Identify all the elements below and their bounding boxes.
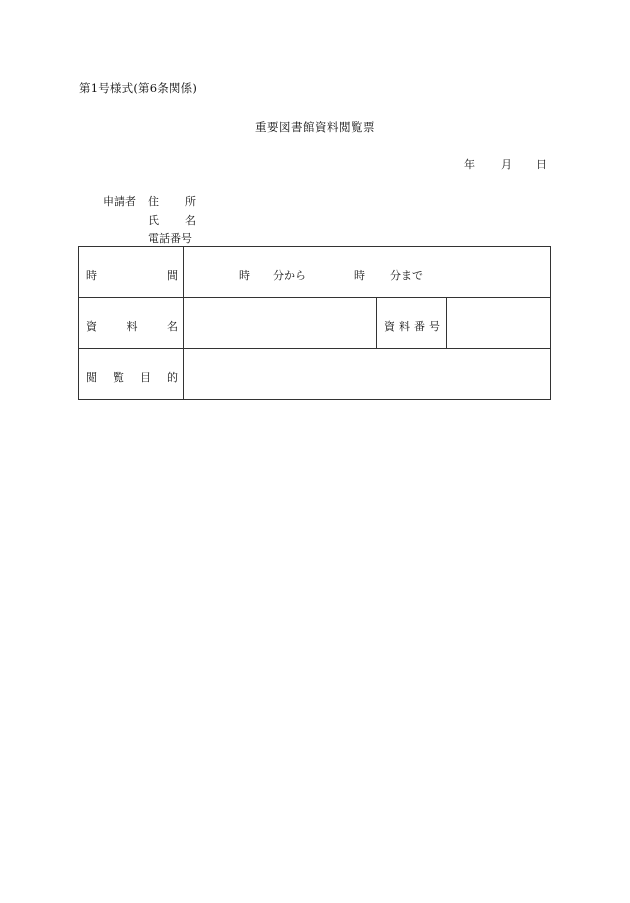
time-from-minute-label: 分から: [273, 269, 306, 282]
document-title: 重要図書館資料閲覧票: [255, 120, 375, 134]
phone-label: 電話番号: [148, 232, 192, 245]
purpose-label-char: 閲: [86, 371, 97, 384]
time-label-char: 時: [86, 269, 97, 282]
material-name-label: [86, 318, 178, 334]
purpose-label-char: 目: [140, 371, 151, 384]
time-to-hour-label: 時: [354, 269, 365, 282]
purpose-label: [86, 369, 178, 385]
material-number-label-char: 号: [429, 320, 440, 333]
application-table: [78, 246, 551, 400]
row-divider: [79, 297, 550, 298]
address-label-char: 住: [148, 195, 159, 208]
row-divider: [79, 348, 550, 349]
material-name-label-char: 資: [86, 320, 97, 333]
date-month-label: 月: [501, 158, 512, 171]
column-divider: [446, 297, 447, 348]
date-year-label: 年: [464, 158, 475, 171]
material-number-label-char: 料: [399, 320, 410, 333]
time-to-minute-label: 分まで: [390, 269, 423, 282]
time-label: [86, 267, 178, 283]
purpose-field[interactable]: [185, 350, 550, 398]
column-divider: [376, 297, 377, 348]
address-label: [148, 193, 196, 209]
time-label-char: 間: [167, 269, 178, 282]
applicant-label: 申請者: [103, 195, 136, 208]
date-day-label: 日: [536, 158, 547, 171]
material-number-label: [384, 318, 440, 334]
material-name-label-char: 料: [126, 320, 138, 333]
purpose-label-char: 的: [167, 371, 178, 384]
name-label: [148, 212, 196, 228]
purpose-label-char: 覧: [113, 371, 124, 384]
address-label-char: 所: [185, 195, 196, 208]
material-name-field[interactable]: [185, 299, 375, 347]
column-divider: [183, 247, 184, 399]
material-number-label-char: 番: [414, 320, 425, 333]
form-number: 第1号様式(第6条関係): [79, 81, 198, 95]
material-name-label-char: 名: [167, 320, 178, 333]
material-number-field[interactable]: [448, 299, 550, 347]
time-from-hour-label: 時: [239, 269, 250, 282]
material-number-label-char: 資: [384, 320, 395, 333]
name-label-char: 氏: [148, 214, 159, 227]
name-label-char: 名: [185, 214, 196, 227]
